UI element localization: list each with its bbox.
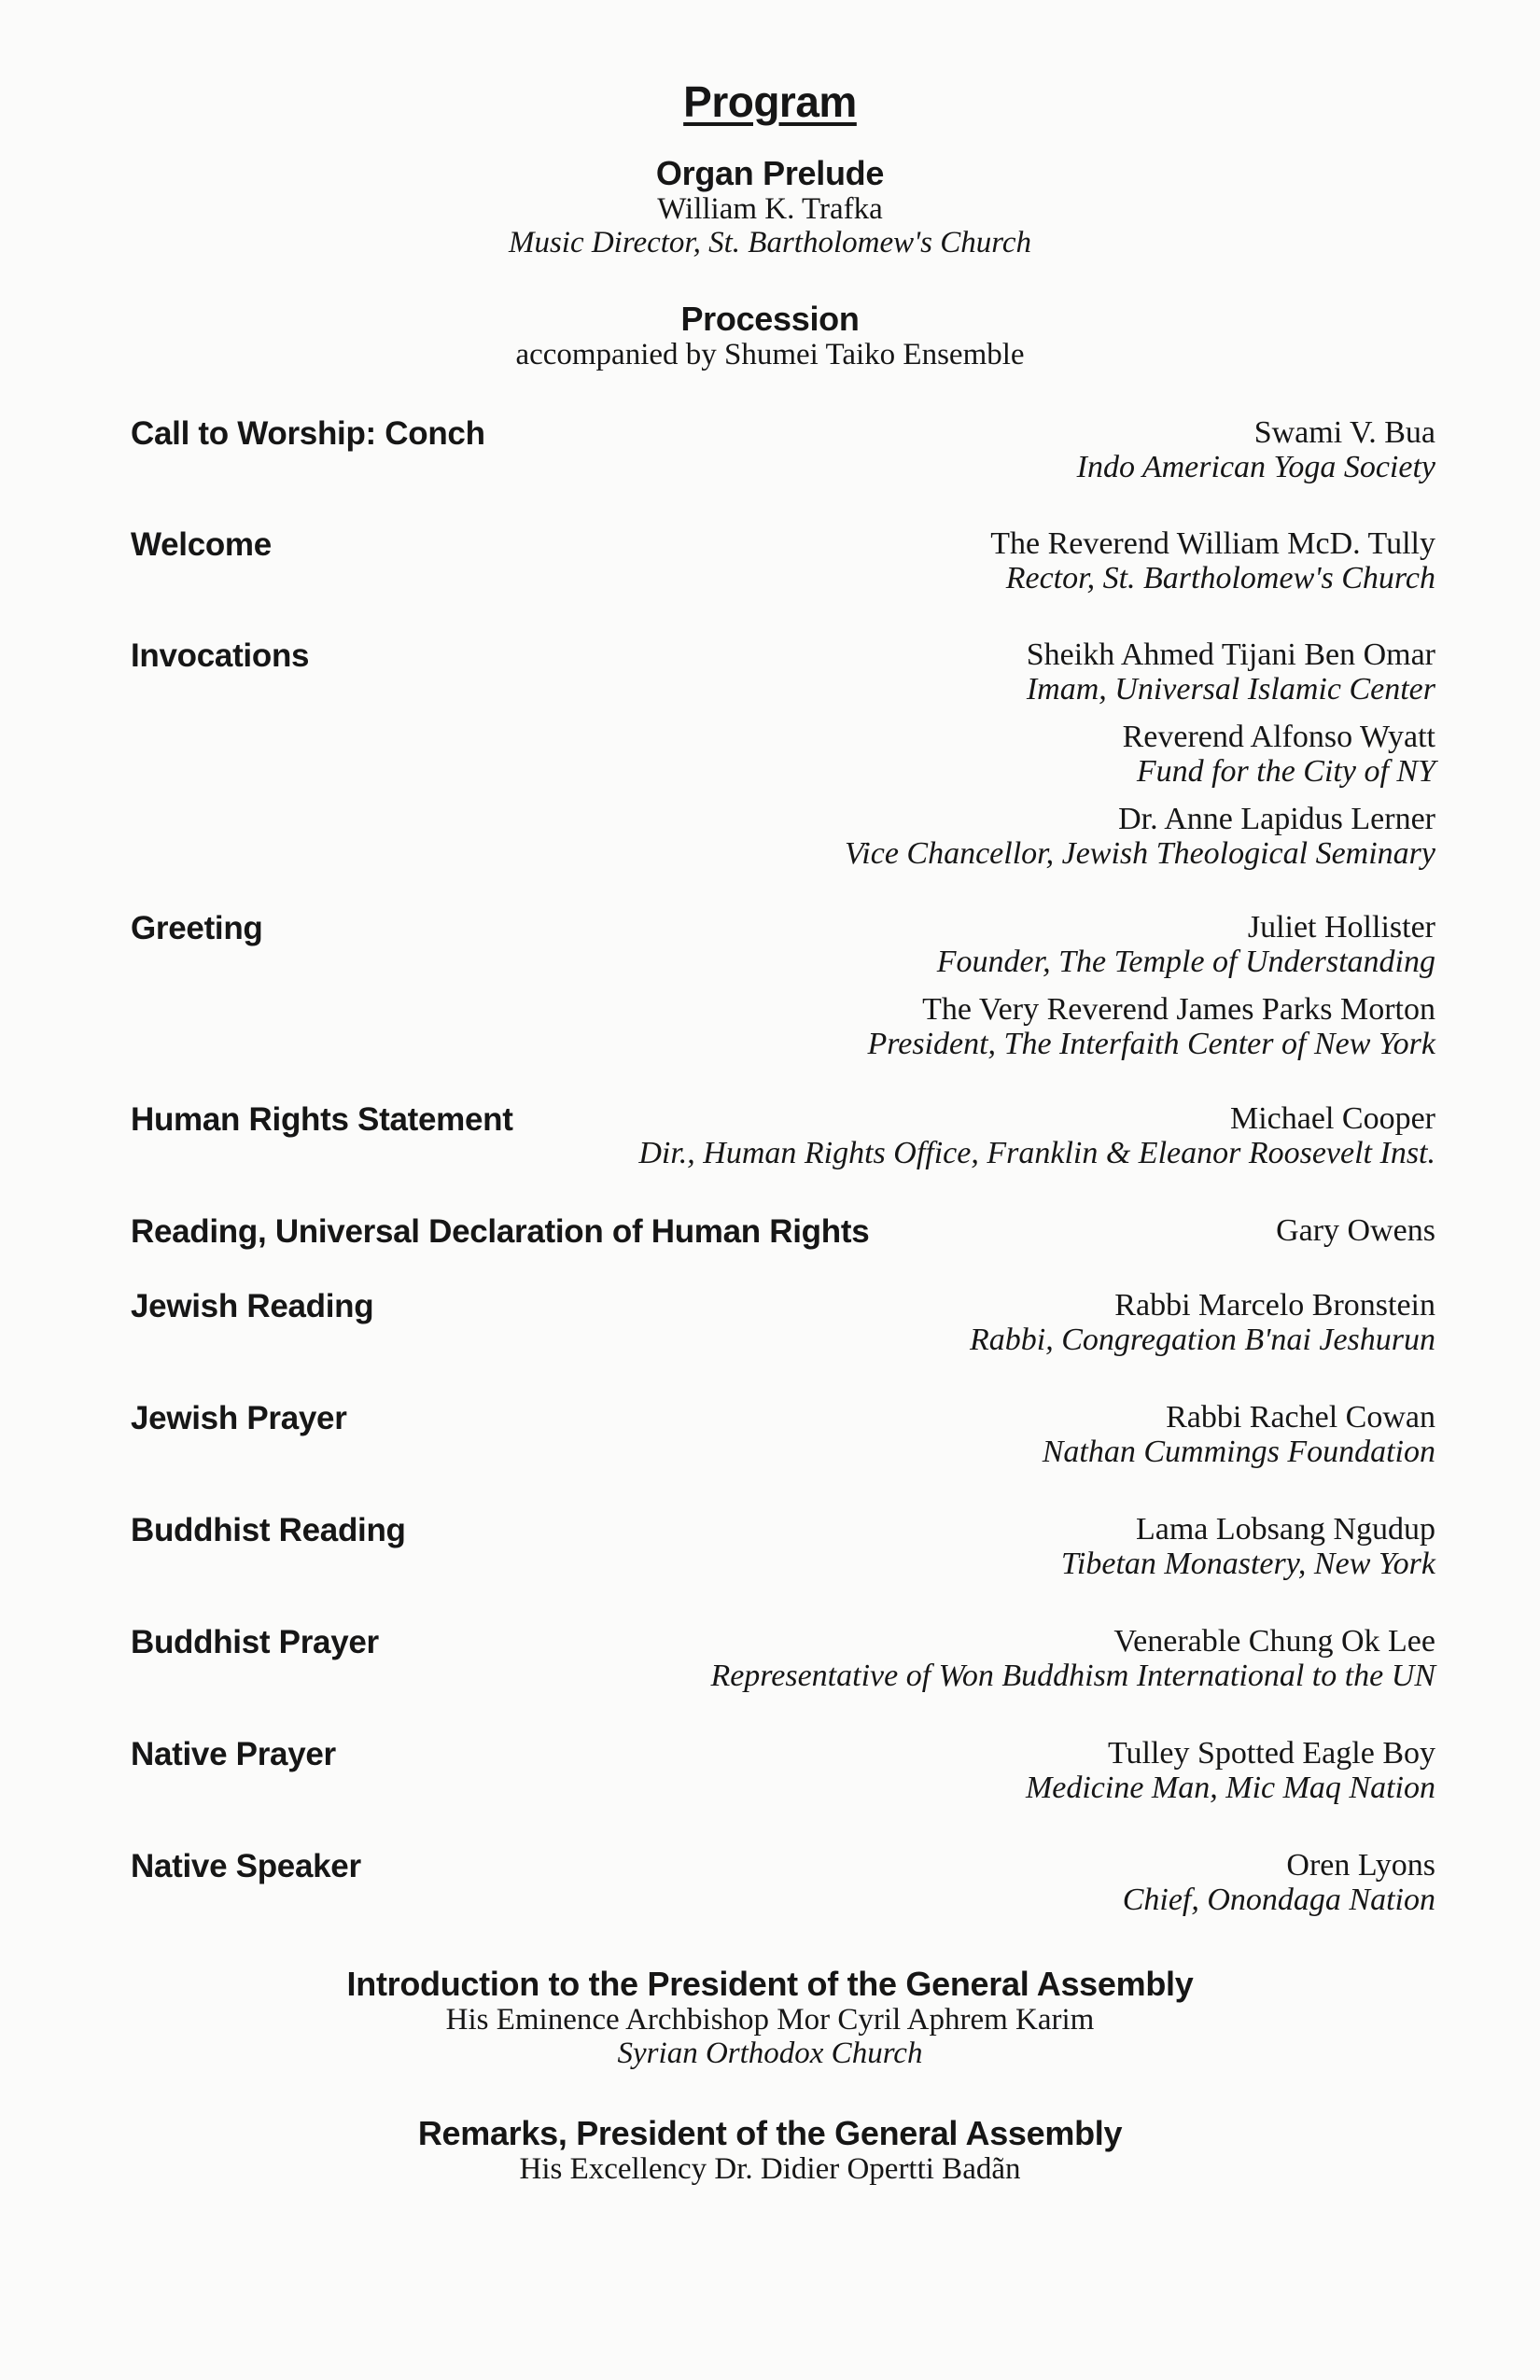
participant-role: Dir., Human Rights Office, Franklin & Eleanor Roosevelt Inst. bbox=[638, 1136, 1435, 1170]
participant-name: Dr. Anne Lapidus Lerner bbox=[1118, 802, 1435, 836]
participant-role: Fund for the City of NY bbox=[1136, 754, 1435, 789]
remarks-heading: Remarks, President of the General Assembly bbox=[417, 2114, 1123, 2152]
participant-spacer bbox=[867, 979, 1435, 992]
program-item-label: Greeting bbox=[131, 910, 263, 946]
participant-role: President, The Interfaith Center of New York bbox=[867, 1027, 1435, 1061]
participant-role: Chief, Onondaga Nation bbox=[1122, 1883, 1435, 1917]
participant-name: Reverend Alfonso Wyatt bbox=[1122, 720, 1435, 754]
program-item-label: Human Rights Statement bbox=[131, 1101, 513, 1138]
program-item-label: Call to Worship: Conch bbox=[131, 415, 485, 452]
participant-role: Medicine Man, Mic Maq Nation bbox=[1025, 1771, 1435, 1805]
participant-role: Founder, The Temple of Understanding bbox=[936, 945, 1435, 979]
participant-role: Rector, St. Bartholomew's Church bbox=[1005, 561, 1435, 595]
remarks-name: His Excellency Dr. Didier Opertti Badãn bbox=[519, 2152, 1021, 2186]
participant-name: Sheikh Ahmed Tijani Ben Omar bbox=[1026, 637, 1435, 672]
introduction-section bbox=[0, 1966, 1540, 2070]
remarks-section bbox=[0, 2115, 1540, 2186]
program-item-participants bbox=[1077, 415, 1435, 484]
program-item-participants bbox=[990, 526, 1435, 595]
program-item-participants bbox=[638, 1101, 1435, 1170]
program-item-participants bbox=[1061, 1512, 1435, 1581]
organ-prelude-role: Music Director, St. Bartholomew's Church bbox=[508, 226, 1032, 259]
program-item-label: Invocations bbox=[131, 637, 310, 674]
organ-prelude-heading: Organ Prelude bbox=[655, 154, 885, 192]
program-item-participants bbox=[1123, 1848, 1435, 1917]
program-item-label: Buddhist Prayer bbox=[131, 1624, 379, 1660]
participant-name: Juliet Hollister bbox=[1247, 910, 1435, 945]
program-item-label: Jewish Reading bbox=[131, 1288, 374, 1324]
participant-name: Oren Lyons bbox=[1286, 1848, 1435, 1883]
participant-name: Lama Lobsang Ngudup bbox=[1135, 1512, 1435, 1547]
organ-prelude-name: William K. Trafka bbox=[657, 192, 883, 226]
participant-role: Indo American Yoga Society bbox=[1076, 450, 1435, 484]
participant-name: Gary Owens bbox=[1276, 1213, 1435, 1248]
program-item-participants bbox=[1043, 1400, 1435, 1469]
participant-name: Tulley Spotted Eagle Boy bbox=[1107, 1736, 1435, 1771]
participant-name: Rabbi Rachel Cowan bbox=[1166, 1400, 1435, 1435]
participant-role: Imam, Universal Islamic Center bbox=[1026, 672, 1435, 707]
introduction-role: Syrian Orthodox Church bbox=[617, 2037, 923, 2070]
participant-role: Nathan Cummings Foundation bbox=[1042, 1435, 1435, 1469]
program-item-label: Welcome bbox=[131, 526, 272, 563]
program-item-label: Reading, Universal Declaration of Human Rights bbox=[131, 1213, 870, 1250]
participant-spacer bbox=[845, 707, 1435, 720]
program-item-participants bbox=[710, 1624, 1435, 1693]
program-item-label: Native Speaker bbox=[131, 1848, 361, 1884]
participant-name: Michael Cooper bbox=[1230, 1101, 1435, 1136]
program-item-participants bbox=[845, 637, 1435, 871]
participant-name: Rabbi Marcelo Bronstein bbox=[1114, 1288, 1435, 1323]
participant-name: The Reverend William McD. Tully bbox=[990, 526, 1435, 561]
program-item-participants bbox=[867, 910, 1435, 1061]
participant-name: The Very Reverend James Parks Morton bbox=[922, 992, 1435, 1027]
program-item-label: Buddhist Reading bbox=[131, 1512, 406, 1548]
participant-spacer bbox=[845, 789, 1435, 802]
organ-prelude-section bbox=[0, 155, 1540, 259]
participant-role: Tibetan Monastery, New York bbox=[1060, 1547, 1435, 1581]
program-item-participants bbox=[970, 1288, 1435, 1357]
participant-role: Representative of Won Buddhism International to the UN bbox=[710, 1659, 1435, 1693]
introduction-heading: Introduction to the President of the General Assembly bbox=[346, 1965, 1194, 2003]
program-item-participants bbox=[1276, 1213, 1435, 1248]
program-item-label: Native Prayer bbox=[131, 1736, 336, 1772]
procession-heading: Procession bbox=[680, 300, 860, 338]
program-item-participants bbox=[1026, 1736, 1435, 1805]
page-title: Program bbox=[683, 77, 857, 126]
procession-line: accompanied by Shumei Taiko Ensemble bbox=[515, 338, 1025, 371]
participant-role: Rabbi, Congregation B'nai Jeshurun bbox=[970, 1323, 1435, 1357]
participant-name: Venerable Chung Ok Lee bbox=[1113, 1624, 1435, 1659]
program-item-label: Jewish Prayer bbox=[131, 1400, 347, 1436]
participant-role: Vice Chancellor, Jewish Theological Seminary bbox=[845, 836, 1435, 871]
introduction-name: His Eminence Archbishop Mor Cyril Aphrem Karim bbox=[445, 2003, 1095, 2037]
participant-name: Swami V. Bua bbox=[1253, 415, 1435, 450]
procession-section bbox=[0, 301, 1540, 371]
